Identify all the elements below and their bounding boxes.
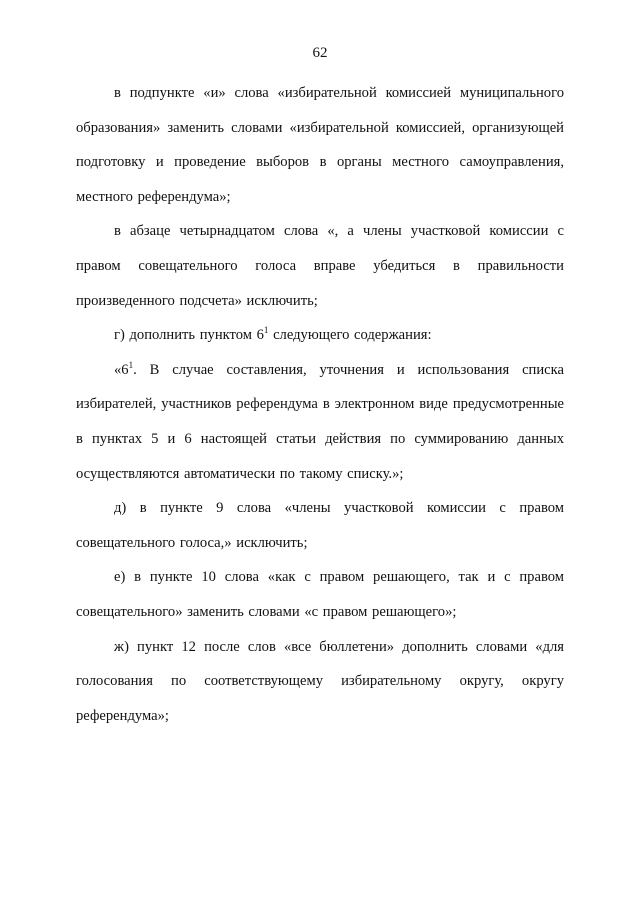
paragraph-g-superscript: 1 [263, 325, 269, 336]
paragraph-g-text-before: г) дополнить пунктом 6 [114, 327, 264, 344]
document-body [76, 76, 564, 733]
paragraph-point-6-1-after: . В случае составления, уточнения и использования списка избирателей, участников референдума в электронном виде предусмотренные в пунктах 5 и 6 настоящей статьи действия по суммированию данных осуществляются автоматически по такому списку.»; [76, 361, 564, 482]
paragraph-point-6-1-superscript: 1 [128, 359, 134, 370]
paragraph-g-text-after: следующего содержания: [268, 327, 432, 344]
paragraph-fourteenth-abzac: в абзаце четырнадцатом слова «, а члены участковой комиссии с правом совещательного голоса вправе убедиться в правильности произведенного подсчета» исключить; [76, 223, 564, 309]
page-number: 62 [312, 45, 328, 61]
paragraph-zh-point-12: ж) пункт 12 после слов «все бюллетени» дополнить словами «для голосования по соответствующему избирательному округу, округу референдума»; [76, 638, 564, 724]
paragraph-subparagraph-i: в подпункте «и» слова «избирательной комиссией муниципального образования» заменить словами «избирательной комиссией, организующей подготовку и проведение выборов в органы местного самоуправления, местного референдума»; [76, 85, 564, 205]
paragraph-g-add-point [76, 318, 564, 353]
paragraph-point-6-1-before: «6 [114, 361, 129, 378]
paragraph-point-6-1 [76, 353, 564, 491]
paragraph-e-point-10: е) в пункте 10 слова «как с правом решающего, так и с правом совещательного» заменить словами «с правом решающего»; [76, 569, 564, 620]
paragraph-d-point-9: д) в пункте 9 слова «члены участковой комиссии с правом совещательного голоса,» исключить; [76, 500, 564, 551]
